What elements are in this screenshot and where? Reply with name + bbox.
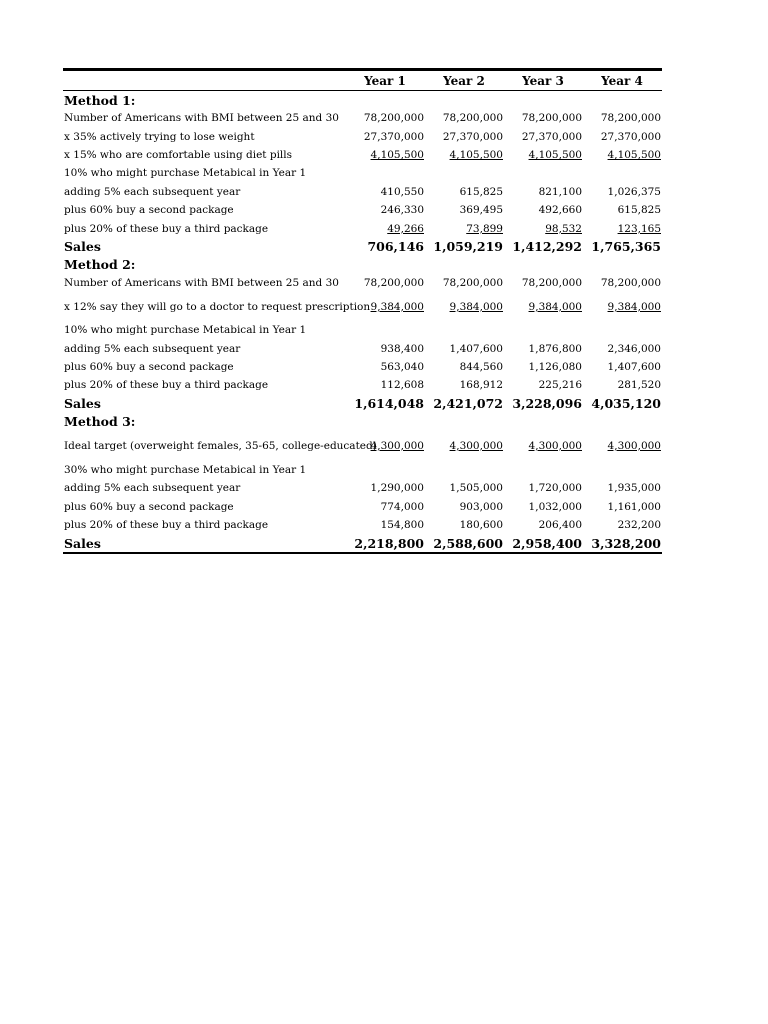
table-row: [63, 358, 662, 376]
row-value-year-3: [504, 219, 583, 237]
row-value-year-4: [583, 292, 662, 321]
row-value-year-2: [425, 292, 504, 321]
row-label: [63, 479, 346, 497]
row-value-year-2: [425, 146, 504, 164]
row-value-year-1: [346, 340, 425, 358]
row-value-year-1: [346, 358, 425, 376]
row-value-year-3-text: 1,126,080: [528, 361, 582, 374]
sales-value-year-3: [504, 534, 583, 553]
sales-value-year-2-text: 2,421,072: [433, 396, 503, 412]
row-label-text: 10% who might purchase Metabical in Year 1: [64, 324, 307, 337]
row-value-year-1: [346, 109, 425, 127]
method-title-text: Method 1:: [64, 92, 136, 108]
table-row: [63, 340, 662, 358]
row-value-year-3-text: 1,876,800: [528, 342, 582, 355]
table-row: [63, 479, 662, 497]
row-value-year-3: [504, 340, 583, 358]
row-value-year-1: [346, 321, 425, 339]
row-label: [63, 431, 377, 461]
row-value-year-4: [583, 127, 662, 145]
row-value-year-1-text: 9,384,000: [370, 300, 424, 313]
row-label-text: Number of Americans with BMI between 25 and 30: [64, 276, 339, 289]
row-value-year-3: [504, 292, 583, 321]
row-label: [63, 340, 346, 358]
row-value-year-1-text: 112,608: [380, 379, 424, 392]
row-value-year-2: [425, 376, 504, 394]
row-value-year-2-text: 9,384,000: [449, 300, 503, 313]
row-label-text: plus 60% buy a second package: [64, 361, 234, 374]
row-value-year-1: [346, 376, 425, 394]
sales-value-year-1-text: 706,146: [367, 239, 424, 255]
row-value-year-2: [425, 274, 504, 292]
sales-value-year-4-text: 1,765,365: [591, 239, 661, 255]
row-value-year-4-text: 1,935,000: [607, 482, 661, 495]
row-value-year-3: [504, 376, 583, 394]
sales-label-text: Sales: [64, 396, 101, 412]
sales-value-year-1: [346, 395, 425, 413]
row-value-year-2-text: 4,300,000: [449, 439, 503, 452]
row-value-year-1-text: 4,300,000: [370, 439, 424, 452]
row-label: [63, 127, 346, 145]
row-label: [63, 183, 346, 201]
row-value-year-4-text: 9,384,000: [607, 300, 661, 313]
row-label: [63, 376, 346, 394]
row-value-year-2: [425, 201, 504, 219]
row-value-year-3-text: 821,100: [538, 185, 582, 198]
row-value-year-4: [583, 479, 662, 497]
row-label: [63, 164, 346, 182]
row-label-text: plus 60% buy a second package: [64, 204, 234, 217]
row-value-year-4-text: 78,200,000: [600, 112, 661, 125]
row-value-year-1: [346, 219, 425, 237]
row-label-text: Ideal target (overweight females, 35-65, college-educated): [64, 439, 377, 452]
row-value-year-2-text: 73,899: [466, 222, 503, 235]
row-value-year-3: [504, 358, 583, 376]
row-value-year-2: [425, 431, 504, 461]
sales-forecast-table: [63, 68, 662, 554]
row-value-year-2-text: 4,105,500: [449, 148, 503, 161]
sales-value-year-4-text: 4,035,120: [591, 396, 661, 412]
row-value-year-4: [583, 497, 662, 515]
sales-value-year-3-text: 1,412,292: [512, 239, 582, 255]
sales-value-year-2: [425, 534, 504, 553]
row-value-year-1-text: 563,040: [380, 361, 424, 374]
row-value-year-1-text: 774,000: [380, 500, 424, 513]
row-value-year-3-text: 4,300,000: [528, 439, 582, 452]
row-label-text: x 15% who are comfortable using diet pills: [64, 148, 293, 161]
row-value-year-2-text: 1,505,000: [449, 482, 503, 495]
sales-value-year-3: [504, 395, 583, 413]
row-value-year-4: [583, 340, 662, 358]
table-body: [63, 91, 662, 554]
row-label-text: plus 20% of these buy a third package: [64, 222, 269, 235]
table-row: [63, 321, 662, 339]
row-value-year-3: [504, 127, 583, 145]
row-value-year-3-text: 9,384,000: [528, 300, 582, 313]
row-label-text: adding 5% each subsequent year: [64, 185, 241, 198]
row-label: [63, 497, 346, 515]
sales-value-year-4: [583, 534, 662, 553]
method-title: [63, 91, 662, 110]
row-value-year-4: [583, 358, 662, 376]
row-value-year-4: [583, 183, 662, 201]
table-row: [63, 146, 662, 164]
row-value-year-3-text: 78,200,000: [521, 112, 582, 125]
row-label: [63, 292, 371, 321]
table-row: [63, 183, 662, 201]
row-value-year-4: [583, 516, 662, 534]
row-value-year-1-text: 1,290,000: [370, 482, 424, 495]
row-value-year-2-text: 1,407,600: [449, 342, 503, 355]
row-value-year-1-text: 78,200,000: [363, 112, 424, 125]
sales-label: [63, 534, 346, 553]
row-value-year-1: [346, 127, 425, 145]
row-label: [63, 219, 346, 237]
table-row: [63, 127, 662, 145]
table-row: [63, 461, 662, 479]
row-value-year-2: [425, 497, 504, 515]
sales-value-year-1: [346, 238, 425, 256]
row-value-year-1-text: 410,550: [380, 185, 424, 198]
row-label-text: adding 5% each subsequent year: [64, 342, 241, 355]
row-label: [63, 274, 346, 292]
method-title-row: [63, 413, 662, 431]
row-value-year-4: [583, 201, 662, 219]
row-value-year-3: [504, 164, 583, 182]
sales-label-text: Sales: [64, 535, 101, 551]
sales-value-year-1-text: 1,614,048: [354, 396, 424, 412]
sales-value-year-4: [583, 395, 662, 413]
row-value-year-3: [504, 497, 583, 515]
row-value-year-3-text: 225,216: [538, 379, 582, 392]
row-value-year-3-text: 492,660: [538, 204, 582, 217]
row-value-year-2: [425, 479, 504, 497]
row-label-text: plus 20% of these buy a third package: [64, 379, 269, 392]
row-value-year-3-text: 1,720,000: [528, 482, 582, 495]
row-value-year-4: [583, 146, 662, 164]
sales-value-year-3-text: 3,228,096: [512, 396, 582, 412]
row-value-year-2: [425, 340, 504, 358]
row-label: [63, 516, 346, 534]
row-label: [63, 146, 346, 164]
row-value-year-3-text: 98,532: [545, 222, 582, 235]
sales-total-row: [63, 238, 662, 256]
sales-value-year-4: [583, 238, 662, 256]
row-value-year-2: [425, 219, 504, 237]
table-row: [63, 201, 662, 219]
row-label-text: 30% who might purchase Metabical in Year 1: [64, 463, 307, 476]
row-value-year-3: [504, 516, 583, 534]
row-value-year-1: [346, 164, 425, 182]
header-blank: [63, 70, 346, 91]
sales-value-year-4-text: 3,328,200: [591, 535, 661, 551]
row-value-year-3: [504, 274, 583, 292]
row-label: [63, 321, 346, 339]
sales-label: [63, 395, 346, 413]
row-value-year-4-text: 1,026,375: [607, 185, 661, 198]
row-value-year-2-text: 180,600: [459, 519, 503, 532]
row-value-year-2-text: 903,000: [459, 500, 503, 513]
table-row: [63, 431, 662, 461]
header-year-3: Year 3: [504, 70, 583, 91]
row-value-year-1-text: 938,400: [380, 342, 424, 355]
row-value-year-1-text: 49,266: [387, 222, 424, 235]
row-label-text: 10% who might purchase Metabical in Year 1: [64, 167, 307, 180]
table-row: [63, 109, 662, 127]
row-value-year-2-text: 78,200,000: [442, 112, 503, 125]
row-value-year-4: [583, 274, 662, 292]
row-value-year-1-text: 4,105,500: [370, 148, 424, 161]
sales-label-text: Sales: [64, 239, 101, 255]
row-value-year-4-text: 4,300,000: [607, 439, 661, 452]
row-value-year-2-text: 615,825: [459, 185, 503, 198]
row-label-text: plus 20% of these buy a third package: [64, 519, 269, 532]
row-value-year-3-text: 1,032,000: [528, 500, 582, 513]
sales-label: [63, 238, 346, 256]
row-value-year-4-text: 1,407,600: [607, 361, 661, 374]
row-label-text: x 12% say they will go to a doctor to request prescription: [64, 300, 371, 313]
sales-value-year-2: [425, 395, 504, 413]
table-row: [63, 497, 662, 515]
row-value-year-4: [583, 321, 662, 339]
row-value-year-3: [504, 109, 583, 127]
row-value-year-4-text: 123,165: [617, 222, 661, 235]
row-value-year-2: [425, 516, 504, 534]
row-value-year-3-text: 27,370,000: [521, 130, 582, 143]
sales-value-year-2: [425, 238, 504, 256]
row-value-year-4: [583, 461, 662, 479]
row-value-year-1: [346, 497, 425, 515]
row-label-text: plus 60% buy a second package: [64, 500, 234, 513]
row-value-year-1-text: 154,800: [380, 519, 424, 532]
sales-value-year-2-text: 2,588,600: [433, 535, 503, 551]
row-value-year-3: [504, 461, 583, 479]
sales-total-row: [63, 395, 662, 413]
row-label: [63, 201, 346, 219]
row-label: [63, 461, 346, 479]
row-value-year-3: [504, 146, 583, 164]
row-value-year-4: [583, 164, 662, 182]
header-row: [63, 70, 662, 91]
row-label-text: x 35% actively trying to lose weight: [64, 130, 255, 143]
table-row: [63, 376, 662, 394]
header-year-2: Year 2: [425, 70, 504, 91]
row-value-year-4-text: 2,346,000: [607, 342, 661, 355]
row-label: [63, 358, 346, 376]
row-value-year-2: [425, 183, 504, 201]
row-value-year-3-text: 78,200,000: [521, 276, 582, 289]
row-label-text: adding 5% each subsequent year: [64, 482, 241, 495]
method-title-row: [63, 91, 662, 110]
sales-value-year-2-text: 1,059,219: [433, 239, 503, 255]
row-value-year-2: [425, 321, 504, 339]
row-value-year-1: [346, 461, 425, 479]
row-value-year-3: [504, 183, 583, 201]
row-value-year-1-text: 78,200,000: [363, 276, 424, 289]
row-value-year-2: [425, 109, 504, 127]
row-value-year-1: [346, 146, 425, 164]
row-value-year-4-text: 281,520: [617, 379, 661, 392]
header-year-4: Year 4: [583, 70, 662, 91]
row-value-year-1: [346, 479, 425, 497]
row-value-year-3-text: 4,105,500: [528, 148, 582, 161]
row-value-year-4-text: 615,825: [617, 204, 661, 217]
sales-value-year-3-text: 2,958,400: [512, 535, 582, 551]
table-row: [63, 164, 662, 182]
method-title-text: Method 3:: [64, 414, 136, 430]
row-value-year-2-text: 369,495: [459, 204, 503, 217]
table-row: [63, 292, 662, 321]
row-value-year-2: [425, 461, 504, 479]
row-value-year-1: [346, 274, 425, 292]
row-value-year-4: [583, 376, 662, 394]
row-value-year-1: [346, 201, 425, 219]
row-label: [63, 109, 346, 127]
row-value-year-1: [346, 183, 425, 201]
row-value-year-4-text: 27,370,000: [600, 130, 661, 143]
table-row: [63, 274, 662, 292]
method-title: [63, 256, 662, 274]
header-year-1: Year 1: [346, 70, 425, 91]
row-value-year-4-text: 232,200: [617, 519, 661, 532]
row-value-year-2-text: 168,912: [459, 379, 503, 392]
sales-total-row: [63, 534, 662, 553]
method-title-text: Method 2:: [64, 257, 136, 273]
row-value-year-4: [583, 431, 662, 461]
table-row: [63, 516, 662, 534]
row-value-year-3: [504, 201, 583, 219]
row-value-year-2: [425, 164, 504, 182]
row-value-year-3-text: 206,400: [538, 519, 582, 532]
row-value-year-2-text: 844,560: [459, 361, 503, 374]
row-value-year-4: [583, 109, 662, 127]
sales-value-year-3: [504, 238, 583, 256]
sales-value-year-1-text: 2,218,800: [354, 535, 424, 551]
table-row: [63, 219, 662, 237]
row-value-year-4-text: 78,200,000: [600, 276, 661, 289]
sales-value-year-1: [346, 534, 425, 553]
row-value-year-2-text: 27,370,000: [442, 130, 503, 143]
row-value-year-2: [425, 127, 504, 145]
row-value-year-2-text: 78,200,000: [442, 276, 503, 289]
row-value-year-3: [504, 479, 583, 497]
row-value-year-1-text: 27,370,000: [363, 130, 424, 143]
row-value-year-3: [504, 321, 583, 339]
row-value-year-4-text: 1,161,000: [607, 500, 661, 513]
row-value-year-3: [504, 431, 583, 461]
row-value-year-4-text: 4,105,500: [607, 148, 661, 161]
row-value-year-1-text: 246,330: [380, 204, 424, 217]
row-value-year-4: [583, 219, 662, 237]
row-label-text: Number of Americans with BMI between 25 and 30: [64, 112, 339, 125]
method-title-row: [63, 256, 662, 274]
row-value-year-1: [346, 516, 425, 534]
row-value-year-2: [425, 358, 504, 376]
method-title: [63, 413, 662, 431]
